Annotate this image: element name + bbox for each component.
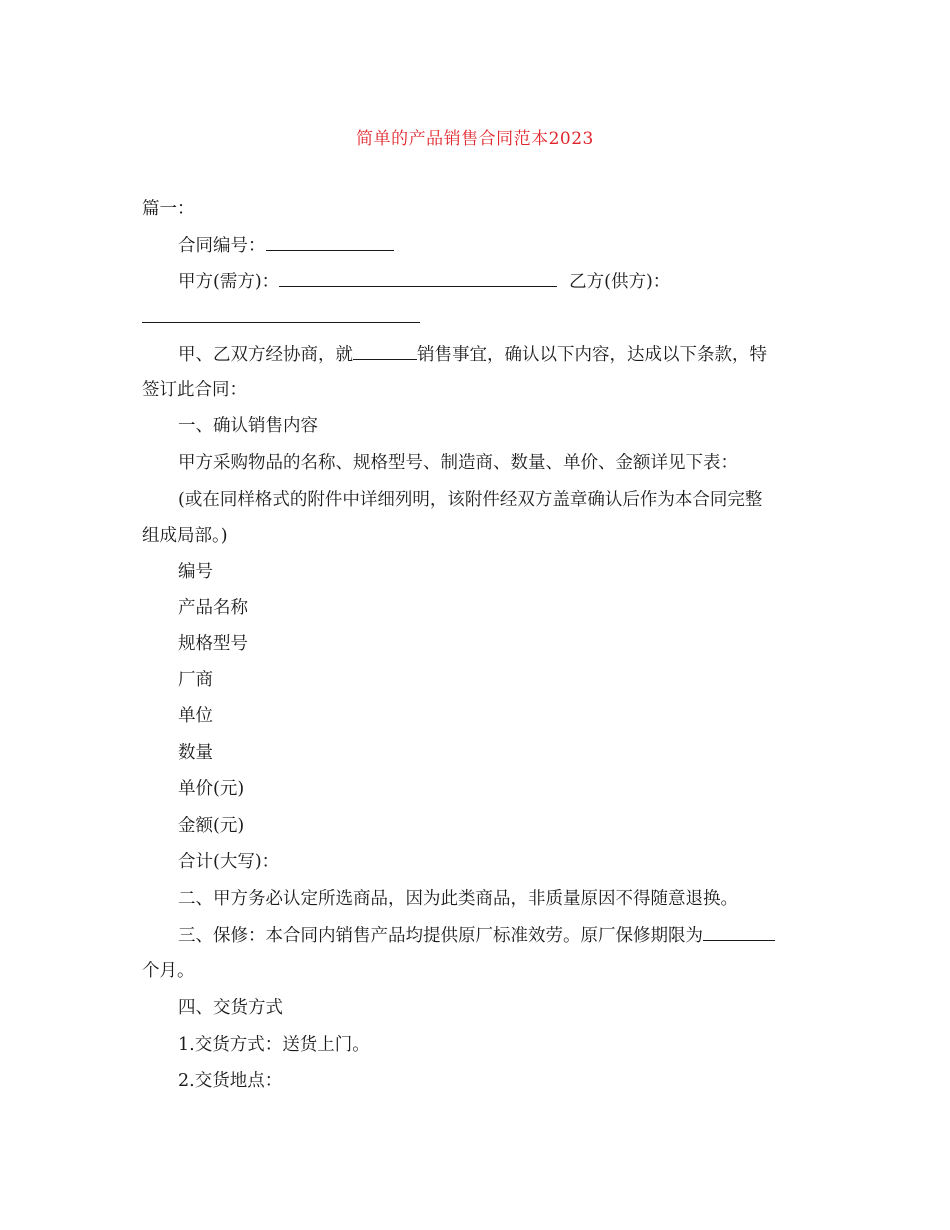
clause2: 二、甲方务必认定所选商品，因为此类商品，非质量原因不得随意退换。 (178, 889, 738, 909)
clause4-heading: 四、交货方式 (178, 998, 283, 1018)
table-field: 金额(元) (178, 816, 245, 836)
party-a-blank (279, 270, 557, 287)
clause1-heading: 一、确认销售内容 (178, 416, 318, 436)
intro-line-1 (178, 343, 767, 366)
table-field: 单位 (178, 706, 213, 726)
intro-text-part2: 销售事宜，确认以下内容，达成以下条款，特 (417, 345, 767, 365)
table-total-field: 合计(大写)： (178, 852, 280, 872)
clause3-line2: 个月。 (142, 961, 195, 981)
document-title: 简单的产品销售合同范本2023 (356, 129, 594, 149)
section-label: 篇一： (142, 199, 195, 219)
clause1-note-line1: (或在同样格式的附件中详细列明，该附件经双方盖章确认后作为本合同完整 (178, 490, 763, 510)
clause1-note-line2: 组成局部。) (142, 526, 228, 546)
party-b-label: 乙方(供方)： (569, 272, 671, 292)
warranty-period-blank (703, 924, 775, 941)
table-field: 厂商 (178, 670, 213, 690)
table-field: 产品名称 (178, 598, 248, 618)
table-field: 规格型号 (178, 634, 248, 654)
clause4-item2: 2.交货地点： (178, 1071, 283, 1091)
product-blank (353, 343, 417, 360)
party-a-label: 甲方(需方)： (178, 272, 280, 292)
contract-number-row (178, 234, 394, 257)
contract-number-blank (266, 234, 394, 251)
table-field: 单价(元) (178, 779, 245, 799)
intro-line-2: 签订此合同： (142, 380, 247, 400)
intro-text-part1: 甲、乙双方经协商，就 (178, 345, 353, 365)
party-b-blank (142, 322, 420, 323)
contract-number-label: 合同编号： (178, 236, 266, 256)
parties-row (178, 270, 670, 293)
clause1-text: 甲方采购物品的名称、规格型号、制造商、数量、单价、金额详见下表： (178, 453, 738, 473)
table-field: 数量 (178, 743, 213, 763)
clause3-text: 三、保修：本合同内销售产品均提供原厂标准效劳。原厂保修期限为 (178, 926, 703, 946)
table-field: 编号 (178, 562, 213, 582)
clause4-item1: 1.交货方式：送货上门。 (178, 1035, 370, 1055)
clause3-line1 (178, 924, 775, 947)
